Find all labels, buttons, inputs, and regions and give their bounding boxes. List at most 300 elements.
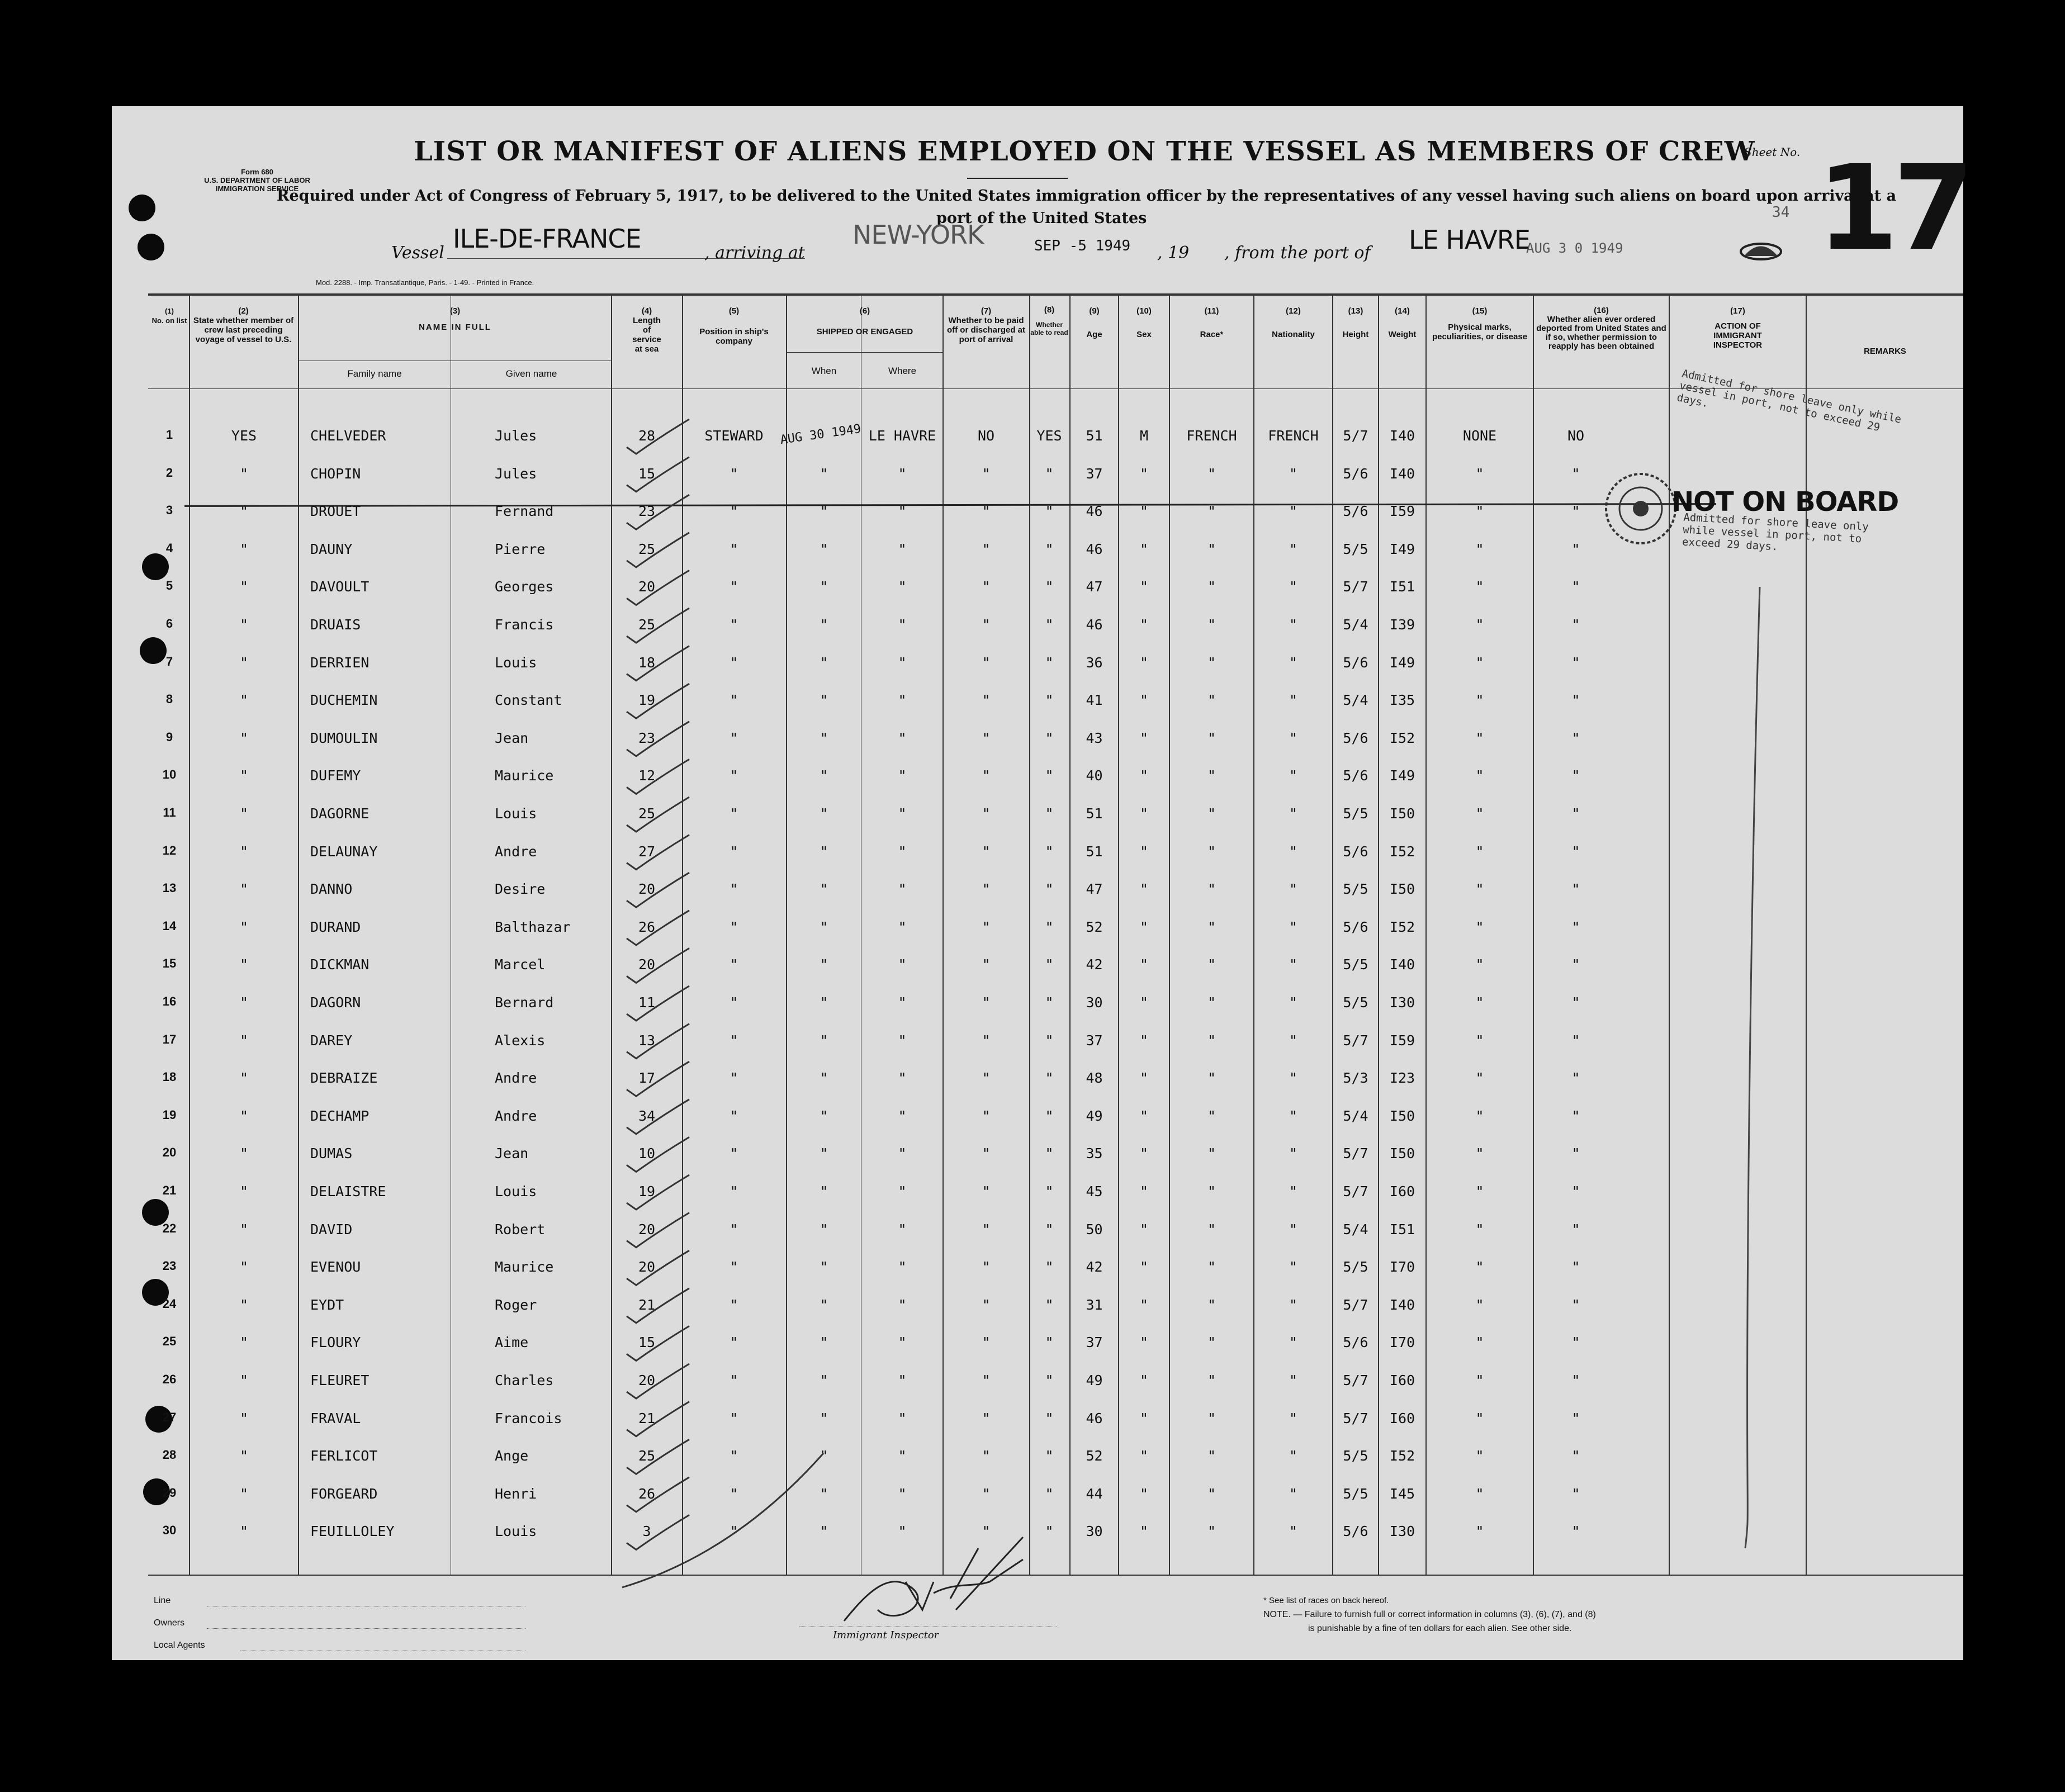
check-mark — [627, 1024, 689, 1059]
cell-position: " — [730, 465, 738, 482]
cell-shipped-where: " — [898, 1485, 907, 1502]
cell-prev-voyage: " — [239, 503, 249, 520]
cell-row-number: 17 — [162, 1032, 177, 1046]
col8-label: Whether able to read — [1030, 321, 1068, 336]
cell-position: " — [730, 1448, 738, 1464]
cell-deported: " — [1571, 1372, 1580, 1388]
cell-sex: " — [1139, 1448, 1149, 1464]
cell-paid-off: " — [982, 503, 991, 520]
cell-physical-marks: " — [1475, 1410, 1484, 1426]
cell-service-length: 20 — [638, 1372, 656, 1388]
cell-able-to-read: " — [1045, 1107, 1054, 1124]
col13-header — [1333, 306, 1378, 339]
sheet-number-label: Sheet No. — [1744, 145, 1801, 159]
table-bottom-border — [148, 1575, 1963, 1576]
cell-sex: " — [1139, 843, 1149, 860]
cell-family-name: DAVOULT — [310, 579, 370, 595]
col2-number: (2) — [238, 306, 249, 316]
cell-position: " — [730, 1523, 738, 1540]
cell-physical-marks: " — [1475, 1334, 1484, 1351]
cell-shipped-when: " — [820, 1145, 828, 1162]
col13-number: (13) — [1348, 306, 1363, 316]
col9-header — [1071, 306, 1118, 339]
cell-service-length: 27 — [638, 843, 656, 860]
cell-paid-off: " — [982, 1485, 991, 1502]
cell-row-number: 26 — [162, 1372, 177, 1386]
cell-nationality: " — [1289, 1032, 1298, 1049]
cell-given-name: Jean — [495, 1145, 529, 1162]
cell-position: " — [730, 1070, 738, 1087]
cell-family-name: EYDT — [310, 1296, 344, 1313]
cell-given-name: Jules — [495, 465, 537, 482]
cell-position: " — [730, 729, 738, 746]
cell-able-to-read: " — [1045, 1145, 1054, 1162]
check-mark — [627, 1175, 689, 1210]
cell-height: 5/7 — [1343, 1145, 1368, 1162]
col11-number: (11) — [1204, 306, 1219, 316]
form-service: IMMIGRATION SERVICE — [215, 184, 299, 193]
cell-physical-marks: " — [1475, 1070, 1484, 1087]
cell-able-to-read: " — [1045, 1448, 1054, 1464]
footer-line-label: Line — [154, 1596, 171, 1605]
cell-height: 5/3 — [1343, 1070, 1368, 1087]
col17-number: (17) — [1730, 306, 1745, 316]
table-top-border — [148, 293, 1963, 296]
cell-family-name: DAVID — [310, 1221, 353, 1238]
cell-height: 5/5 — [1343, 805, 1368, 822]
cell-deported: " — [1571, 805, 1580, 822]
cell-service-length: 11 — [638, 994, 656, 1011]
cell-position: " — [730, 1221, 738, 1238]
cell-sex: " — [1139, 805, 1149, 822]
cell-service-length: 20 — [638, 579, 656, 595]
col12-number: (12) — [1286, 306, 1301, 316]
cell-given-name: Robert — [495, 1221, 546, 1238]
cell-height: 5/7 — [1343, 1410, 1368, 1426]
cell-able-to-read: " — [1045, 1334, 1054, 1351]
cell-race: " — [1207, 881, 1216, 898]
check-mark — [627, 1402, 689, 1437]
cell-position: " — [730, 1032, 738, 1049]
cell-row-number: 7 — [165, 654, 173, 669]
cell-given-name: Aime — [495, 1334, 529, 1351]
cell-weight: I52 — [1389, 843, 1415, 860]
cell-paid-off: NO — [977, 428, 995, 444]
cell-age: 44 — [1086, 1485, 1103, 1502]
service-check-marks — [611, 391, 857, 1677]
cell-weight: I40 — [1389, 956, 1415, 973]
cell-weight: I50 — [1389, 881, 1415, 898]
cell-sex: " — [1139, 956, 1149, 973]
cell-service-length: 13 — [638, 1032, 656, 1049]
cell-family-name: DERRIEN — [310, 654, 370, 671]
cell-prev-voyage: " — [239, 617, 249, 633]
footer-note-1: * See list of races on back hereof. — [1263, 1596, 1389, 1605]
cell-given-name: Roger — [495, 1296, 537, 1313]
from-port-label: , from the port of — [1224, 243, 1371, 263]
cell-shipped-when: " — [820, 1183, 828, 1200]
cell-physical-marks: " — [1475, 1485, 1484, 1502]
cell-nationality: " — [1289, 579, 1298, 595]
cell-prev-voyage: " — [239, 1032, 249, 1049]
check-mark — [627, 646, 689, 681]
cell-given-name: Maurice — [495, 1259, 554, 1276]
col4-number: (4) — [641, 306, 652, 316]
cell-family-name: FLOURY — [310, 1334, 361, 1351]
col7-header — [944, 306, 1029, 344]
cell-sex: " — [1139, 1523, 1149, 1540]
cell-physical-marks: " — [1475, 1372, 1484, 1388]
cell-weight: I70 — [1389, 1334, 1415, 1351]
cell-race: " — [1207, 767, 1216, 784]
cell-race: " — [1207, 1372, 1216, 1388]
cell-physical-marks: " — [1475, 805, 1484, 822]
page-title: LIST OR MANIFEST OF ALIENS EMPLOYED ON THE VESSEL AS MEMBERS OF CREW — [414, 136, 1755, 167]
cell-able-to-read: " — [1045, 1523, 1054, 1540]
cell-shipped-when: " — [820, 1107, 828, 1124]
cell-sex: " — [1139, 1107, 1149, 1124]
cell-family-name: FEUILLOLEY — [310, 1523, 395, 1540]
cell-weight: I51 — [1389, 1221, 1415, 1238]
cell-height: 5/6 — [1343, 1334, 1368, 1351]
cell-physical-marks: " — [1475, 1032, 1484, 1049]
cell-shipped-where: " — [898, 617, 907, 633]
cell-age: 46 — [1086, 1410, 1103, 1426]
cell-given-name: Francis — [495, 617, 554, 633]
cell-sex: " — [1139, 1296, 1149, 1313]
cell-given-name: Charles — [495, 1372, 554, 1388]
cell-shipped-where: " — [898, 1410, 907, 1426]
cell-deported: " — [1571, 956, 1580, 973]
cell-shipped-when: " — [820, 541, 828, 557]
cell-race: " — [1207, 579, 1216, 595]
cell-service-length: 21 — [638, 1296, 656, 1313]
cell-given-name: Louis — [495, 1183, 537, 1200]
cell-age: 46 — [1086, 617, 1103, 633]
not-on-board-stamp: NOT ON BOARD — [1671, 486, 1899, 518]
vessel-name: ILE-DE-FRANCE — [453, 224, 641, 254]
cell-sex: " — [1139, 1221, 1149, 1238]
cell-physical-marks: " — [1475, 956, 1484, 973]
cell-race: " — [1207, 1296, 1216, 1313]
cell-service-length: 18 — [638, 654, 656, 671]
cell-shipped-where: LE HAVRE — [868, 428, 936, 444]
cell-race: " — [1207, 843, 1216, 860]
cell-shipped-when: " — [820, 465, 828, 482]
cell-physical-marks: " — [1475, 579, 1484, 595]
cell-family-name: DUFEMY — [310, 767, 361, 784]
cell-race: " — [1207, 1410, 1216, 1426]
cell-physical-marks: " — [1475, 843, 1484, 860]
cell-race: " — [1207, 956, 1216, 973]
cell-nationality: " — [1289, 956, 1298, 973]
cell-paid-off: " — [982, 1372, 991, 1388]
cell-family-name: DELAUNAY — [310, 843, 378, 860]
cell-shipped-where: " — [898, 579, 907, 595]
cell-family-name: DECHAMP — [310, 1107, 370, 1124]
cell-row-number: 6 — [165, 617, 173, 630]
cell-shipped-when: " — [820, 1070, 828, 1087]
cell-shipped-when: " — [820, 918, 828, 935]
check-mark — [627, 1288, 689, 1323]
cell-deported: " — [1571, 541, 1580, 557]
footer-note-3: is punishable by a fine of ten dollars for each alien. See other side. — [1308, 1624, 1572, 1633]
cell-paid-off: " — [982, 541, 991, 557]
cell-shipped-when: " — [820, 654, 828, 671]
cell-given-name: Fernand — [495, 503, 554, 520]
cell-nationality: " — [1289, 1372, 1298, 1388]
cell-deported: " — [1571, 1145, 1580, 1162]
shipped-subheader-line — [786, 352, 942, 353]
cell-able-to-read: " — [1045, 654, 1054, 671]
cell-height: 5/7 — [1343, 579, 1368, 595]
cell-row-number: 27 — [162, 1410, 177, 1424]
cell-race: " — [1207, 654, 1216, 671]
cell-row-number: 1 — [165, 428, 173, 442]
cell-paid-off: " — [982, 1070, 991, 1087]
cell-nationality: " — [1289, 465, 1298, 482]
cell-age: 37 — [1086, 1334, 1103, 1351]
cell-shipped-where: " — [898, 918, 907, 935]
cell-able-to-read: " — [1045, 465, 1054, 482]
cell-able-to-read: " — [1045, 1372, 1054, 1388]
cell-shipped-where: " — [898, 843, 907, 860]
col17-header — [1670, 306, 1806, 350]
cell-position: " — [730, 541, 738, 557]
cell-shipped-where: " — [898, 1032, 907, 1049]
cell-paid-off: " — [982, 729, 991, 746]
cell-shipped-where: " — [898, 1107, 907, 1124]
cell-able-to-read: " — [1045, 1296, 1054, 1313]
col7-number: (7) — [981, 306, 992, 316]
col5-label: Position in ship's company — [699, 327, 769, 346]
cell-sex: " — [1139, 1070, 1149, 1087]
cell-deported: " — [1571, 1183, 1580, 1200]
manifest-sheet — [112, 106, 1969, 1660]
cell-height: 5/6 — [1343, 1523, 1368, 1540]
cell-given-name: Georges — [495, 579, 554, 595]
cell-family-name: CHOPIN — [310, 465, 361, 482]
col10-header — [1119, 306, 1169, 339]
col13-label: Height — [1342, 330, 1369, 339]
cell-physical-marks: " — [1475, 1523, 1484, 1540]
cell-row-number: 29 — [162, 1485, 177, 1500]
cell-height: 5/4 — [1343, 692, 1368, 709]
immigration-seal-stamp — [1602, 470, 1680, 548]
cell-prev-voyage: " — [239, 994, 249, 1011]
cell-given-name: Desire — [495, 881, 546, 898]
cell-row-number: 8 — [165, 692, 173, 707]
cell-age: 35 — [1086, 1145, 1103, 1162]
cell-weight: I50 — [1389, 1107, 1415, 1124]
cell-nationality: " — [1289, 692, 1298, 709]
cell-race: " — [1207, 1145, 1216, 1162]
col6-where-header: Where — [888, 366, 917, 376]
cell-age: 50 — [1086, 1221, 1103, 1238]
cell-weight: I35 — [1389, 692, 1415, 709]
cell-row-number: 2 — [165, 465, 173, 480]
cell-service-length: 3 — [642, 1523, 651, 1540]
cell-weight: I30 — [1389, 1523, 1415, 1540]
cell-deported: " — [1571, 918, 1580, 935]
punch-hole — [142, 553, 169, 580]
cell-deported: " — [1571, 654, 1580, 671]
check-mark — [627, 419, 689, 454]
cell-able-to-read: " — [1045, 805, 1054, 822]
cell-height: 5/5 — [1343, 1259, 1368, 1276]
cell-nationality: " — [1289, 1485, 1298, 1502]
cell-race: " — [1207, 692, 1216, 709]
cell-race: " — [1207, 1448, 1216, 1464]
cell-sex: " — [1139, 654, 1149, 671]
cell-weight: I45 — [1389, 1485, 1415, 1502]
sheet-small-number: 34 — [1772, 204, 1790, 221]
cell-given-name: Andre — [495, 1107, 537, 1124]
cell-nationality: " — [1289, 1448, 1298, 1464]
cell-shipped-when: " — [820, 729, 828, 746]
cell-age: 30 — [1086, 1523, 1103, 1540]
cell-sex: " — [1139, 1372, 1149, 1388]
cell-weight: I39 — [1389, 617, 1415, 633]
cell-age: 48 — [1086, 1070, 1103, 1087]
required-line-2: port of the United States — [936, 210, 1147, 227]
title-underline — [967, 178, 1068, 179]
col5-number: (5) — [728, 306, 740, 316]
cell-height: 5/7 — [1343, 1296, 1368, 1313]
cell-nationality: " — [1289, 729, 1298, 746]
cell-shipped-when: " — [820, 843, 828, 860]
cell-deported: " — [1571, 692, 1580, 709]
check-mark — [627, 986, 689, 1021]
cell-service-length: 26 — [638, 1485, 656, 1502]
cell-age: 36 — [1086, 654, 1103, 671]
cell-family-name: DEBRAIZE — [310, 1070, 378, 1087]
cell-shipped-where: " — [898, 1296, 907, 1313]
cell-physical-marks: " — [1475, 1107, 1484, 1124]
cell-given-name: Francois — [495, 1410, 562, 1426]
cell-family-name: DAGORN — [310, 994, 361, 1011]
cell-age: 51 — [1086, 805, 1103, 822]
cell-given-name: Andre — [495, 1070, 537, 1087]
cell-deported: NO — [1567, 428, 1585, 444]
cell-prev-voyage: " — [239, 1523, 249, 1540]
cell-shipped-where: " — [898, 1070, 907, 1087]
check-mark — [627, 684, 689, 718]
cell-sex: " — [1139, 1259, 1149, 1276]
cell-deported: " — [1571, 1523, 1580, 1540]
cell-weight: I60 — [1389, 1372, 1415, 1388]
cell-physical-marks: " — [1475, 729, 1484, 746]
cell-age: 43 — [1086, 729, 1103, 746]
cell-given-name: Jean — [495, 729, 529, 746]
required-line-1: Required under Act of Congress of February 5, 1917, to be delivered to the United States immigration officer by the representatives of any vessel having such aliens on board upon arrival at a — [277, 187, 1897, 205]
cell-race: " — [1207, 805, 1216, 822]
cell-family-name: DUCHEMIN — [310, 692, 378, 709]
form-department: U.S. DEPARTMENT OF LABOR — [204, 176, 310, 184]
cell-deported: " — [1571, 465, 1580, 482]
cell-able-to-read: " — [1045, 1259, 1054, 1276]
cell-age: 52 — [1086, 918, 1103, 935]
cell-paid-off: " — [982, 617, 991, 633]
cell-able-to-read: " — [1045, 881, 1054, 898]
cell-nationality: " — [1289, 503, 1298, 520]
check-mark — [627, 533, 689, 567]
col12-header — [1254, 306, 1332, 339]
cell-family-name: DICKMAN — [310, 956, 370, 973]
cell-nationality: " — [1289, 881, 1298, 898]
cell-race: " — [1207, 1070, 1216, 1087]
col6-label: SHIPPED OR ENGAGED — [816, 327, 913, 336]
col4-header — [613, 306, 681, 354]
arriving-port: NEW-YORK — [852, 220, 984, 250]
departure-date: AUG 3 0 1949 — [1526, 240, 1623, 256]
cell-physical-marks: " — [1475, 1296, 1484, 1313]
closing-pen-stroke — [622, 1453, 823, 1587]
cell-paid-off: " — [982, 1032, 991, 1049]
cell-given-name: Maurice — [495, 767, 554, 784]
cell-prev-voyage: " — [239, 881, 249, 898]
cell-age: 46 — [1086, 503, 1103, 520]
col6-when-header: When — [811, 366, 837, 376]
cell-prev-voyage: " — [239, 1183, 249, 1200]
cell-race: " — [1207, 1485, 1216, 1502]
cell-service-length: 20 — [638, 1221, 656, 1238]
cell-nationality: " — [1289, 918, 1298, 935]
cell-given-name: Bernard — [495, 994, 554, 1011]
cell-family-name: DUMAS — [310, 1145, 353, 1162]
cell-paid-off: " — [982, 956, 991, 973]
cell-service-length: 19 — [638, 692, 656, 709]
cell-shipped-where: " — [898, 465, 907, 482]
col3-number: (3) — [449, 306, 461, 316]
cell-row-number: 4 — [165, 541, 173, 555]
cell-shipped-when: " — [820, 1485, 828, 1502]
cell-service-length: 15 — [638, 1334, 656, 1351]
check-mark — [627, 1515, 689, 1549]
cell-sex: " — [1139, 1334, 1149, 1351]
footer-agents-label: Local Agents — [154, 1641, 205, 1650]
cell-height: 5/4 — [1343, 1107, 1368, 1124]
vertical-pen-stroke — [1743, 587, 1765, 1556]
cell-given-name: Alexis — [495, 1032, 546, 1049]
cell-race: " — [1207, 1334, 1216, 1351]
cell-paid-off: " — [982, 1183, 991, 1200]
cell-service-length: 12 — [638, 767, 656, 784]
cell-prev-voyage: " — [239, 1221, 249, 1238]
cell-position: " — [730, 579, 738, 595]
cell-paid-off: " — [982, 654, 991, 671]
col1-header — [150, 306, 189, 325]
cell-able-to-read: " — [1045, 579, 1054, 595]
cell-given-name: Constant — [495, 692, 562, 709]
cell-weight: I23 — [1389, 1070, 1415, 1087]
cell-physical-marks: " — [1475, 1183, 1484, 1200]
cell-sex: " — [1139, 1032, 1149, 1049]
cell-row-number: 18 — [162, 1070, 177, 1084]
inspector-label: Immigrant Inspector — [833, 1629, 939, 1641]
check-mark — [627, 759, 689, 794]
cell-age: 49 — [1086, 1372, 1103, 1388]
cell-prev-voyage: " — [239, 729, 249, 746]
cell-sex: " — [1139, 767, 1149, 784]
eagle-seal-icon — [1739, 239, 1783, 262]
cell-sex: M — [1139, 428, 1149, 444]
cell-row-number: 25 — [162, 1334, 177, 1349]
cell-service-length: 34 — [638, 1107, 656, 1124]
cell-position: " — [730, 692, 738, 709]
cell-sex: " — [1139, 729, 1149, 746]
col5-header — [683, 306, 785, 346]
